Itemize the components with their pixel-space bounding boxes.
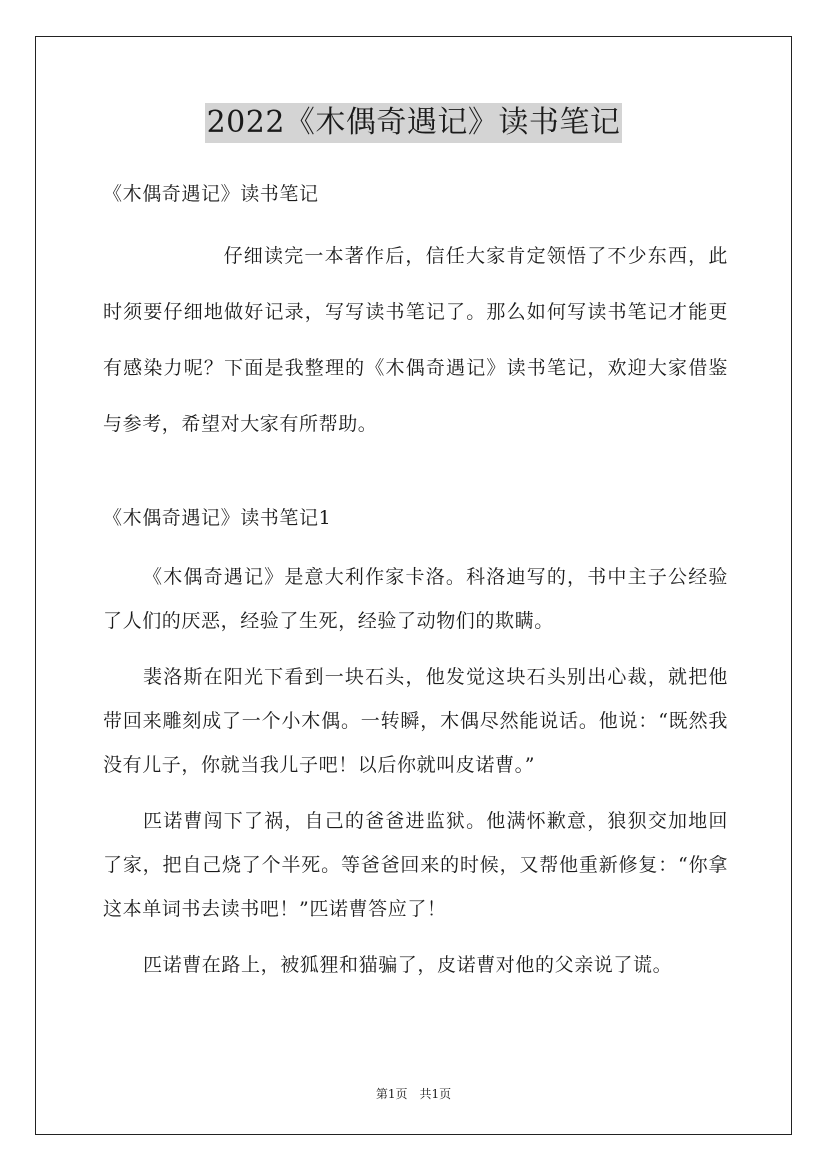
document-title: 2022《木偶奇遇记》读书笔记 <box>205 103 623 143</box>
section-heading: 《木偶奇遇记》读书笔记1 <box>103 507 332 529</box>
body-text <box>103 555 728 999</box>
paragraph: 匹诺曹在路上，被狐狸和猫骗了，皮诺曹对他的父亲说了谎。 <box>143 954 673 976</box>
paragraph: 裴洛斯在阳光下看到一块石头，他发觉这块石头别出心裁，就把他带回来雕刻成了一个小木偶。一转瞬，木偶尽然能说话。他说：“既然我没有儿子，你就当我儿子吧！以后你就叫皮诺曹。” <box>103 666 728 776</box>
intro-text: 仔细读完一本著作后，信任大家肯定领悟了不少东西，此时须要仔细地做好记录，写写读书笔记了。那么如何写读书笔记才能更有感染力呢？下面是我整理的《木偶奇遇记》读书笔记，欢迎大家借鉴与参考，希望对大家有所帮助。 <box>103 245 728 435</box>
title-container <box>0 103 827 143</box>
page-footer: 第1页 共1页 <box>375 1087 452 1101</box>
intro-paragraph <box>103 228 728 452</box>
subheading: 《木偶奇遇记》读书笔记 <box>103 183 319 205</box>
paragraph: 《木偶奇遇记》是意大利作家卡洛。科洛迪写的，书中主子公经验了人们的厌恶，经验了生死，经验了动物们的欺瞒。 <box>103 566 728 632</box>
paragraph: 匹诺曹闯下了祸，自己的爸爸进监狱。他满怀歉意，狼狈交加地回了家，把自己烧了个半死。等爸爸回来的时候，又帮他重新修复：“你拿这本单词书去读书吧！”匹诺曹答应了！ <box>103 810 728 920</box>
